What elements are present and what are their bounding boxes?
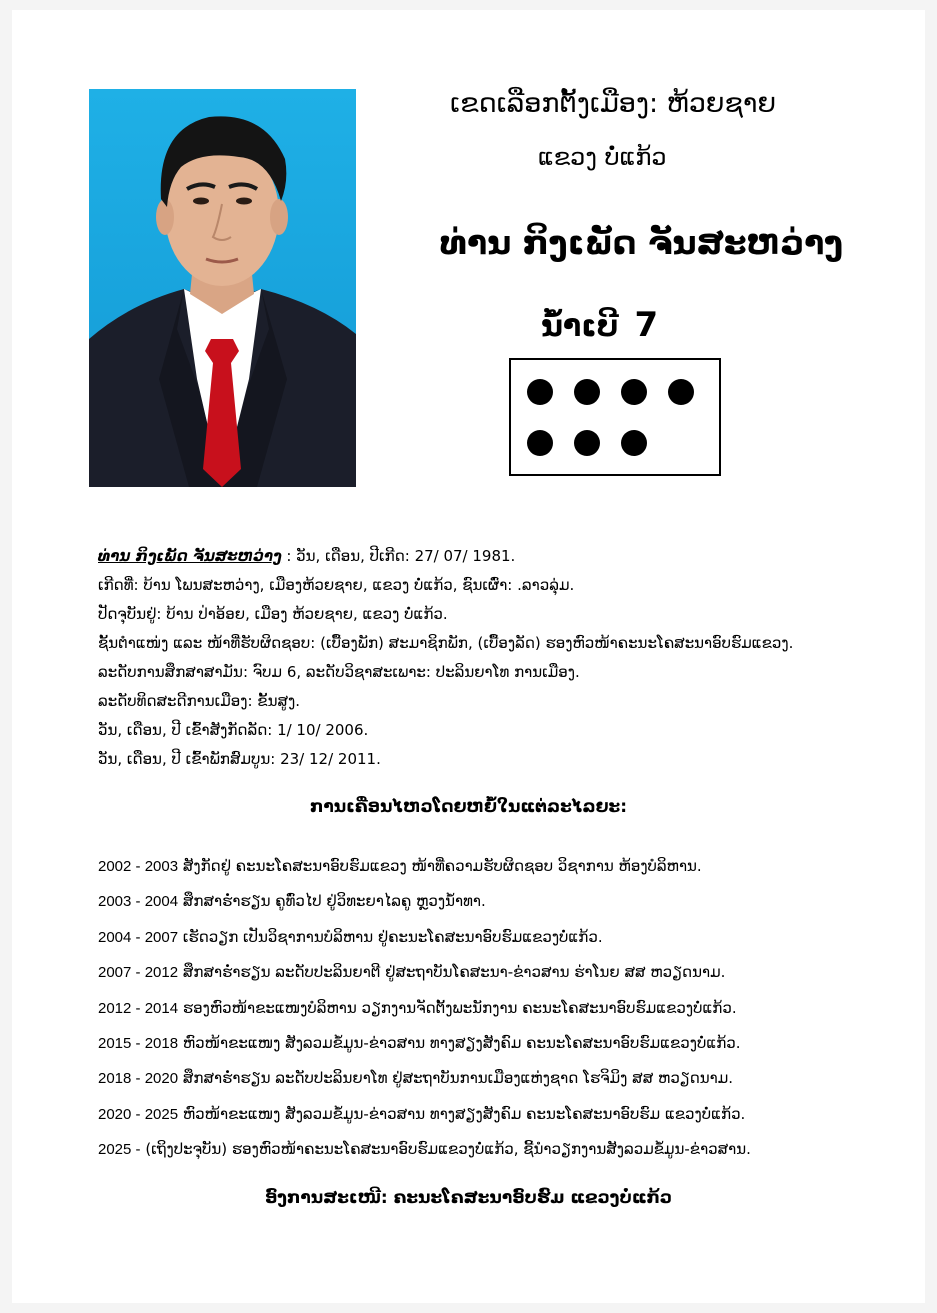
proposing-organization: ອົງການສະເໜີ: ຄະນະໂຄສະນາອົບຮົມ ແຂວງບໍ່ແກ້ວ <box>264 1188 672 1208</box>
bio-line: ປັດຈຸບັນຢູ່: ບ້ານ ປ່າອ້ອຍ, ເມືອງ ຫ້ວຍຊາຍ, ແຂວງ ບໍ່ແກ້ວ. <box>98 605 448 623</box>
career-item <box>98 884 908 919</box>
bio-line: ລະດັບການສຶກສາສາມັນ: ຈົບມ 6, ລະດັບວິຊາສະເພາະ: ປະລິນຍາໂທ ການເມືອງ. <box>98 663 580 681</box>
career-years: 2007 - 2012 <box>98 964 179 982</box>
career-item <box>98 849 908 884</box>
number-dot <box>574 430 600 456</box>
career-years: 2002 - 2003 <box>98 858 179 875</box>
bio-line-dob <box>98 542 898 571</box>
number-dot <box>574 379 600 405</box>
career-text: ເຮັດວຽກ ເປັນວິຊາການບໍລິຫານ ຢູ່ຄະນະໂຄສະນາອົບຮົມແຂວງບໍ່ແກ້ວ. <box>178 927 603 946</box>
career-item <box>98 1132 908 1167</box>
bio-line: ວັນ, ເດືອນ, ປີ ເຂົ້າພັກສົມບູນ: 23/ 12/ 2011. <box>98 750 381 768</box>
bio-line: ຊັ້ນຕໍາແໜ່ງ ແລະ ໜ້າທີ່ຮັບຜິດຊອບ: (ເບື້ອງພັກ) ສະມາຊິກພັກ, (ເບື້ອງລັດ) ຮອງຫົວໜ້າຄະນະໂຄສະນາອົບຮົມແຂວງ. <box>98 634 794 652</box>
career-item <box>98 1097 908 1132</box>
career-years: 2004 - 2007 <box>98 928 179 946</box>
career-years: 2003 - 2004 <box>98 893 179 911</box>
career-title: ການເຄື່ອນໄຫວໂດຍຫຍໍ້ໃນແຕ່ລະໄລຍະ: <box>309 797 628 817</box>
bio-line: ວັນ, ເດືອນ, ປີ ເຂົ້າສັງກັດລັດ: 1/ 10/ 2006. <box>98 721 369 739</box>
career-item <box>98 955 908 990</box>
election-district: ເຂດເລືອກຕັ້ງເມືອງ: ຫ້ວຍຊາຍ <box>450 88 777 119</box>
bio-line: ລະດັບທິດສະດີການເມືອງ: ຂັ້ນສູງ. <box>98 692 300 710</box>
career-item <box>98 991 908 1026</box>
bio-line: ເກີດທີ່: ບ້ານ ໂພນສະຫວ່າງ, ເມືອງຫ້ວຍຊາຍ, ແຂວງ ບໍ່ແກ້ວ, ຊົນເຜົ່າ: .ລາວລຸ່ມ. <box>98 576 575 594</box>
bio-name: ທ່ານ ກິງເພັດ ຈັນສະຫວ່າງ <box>98 547 282 565</box>
career-years: 2012 - 2014 <box>98 999 179 1017</box>
number-label: ນໍ້າເບີ <box>541 309 619 344</box>
career-years: 2025 - <box>98 1141 141 1159</box>
biography <box>98 542 898 774</box>
career-text: ສຶກສາຮໍ່າຮຽນ ລະດັບປະລິນຍາຕີ ຢູ່ສະຖາບັນໂຄສະນາ-ຂ່າວສານ ຮ່າໂນຍ ສສ ຫວຽດນາມ. <box>178 963 726 982</box>
bio-dob: : ວັນ, ເດືອນ, ປີເກີດ: 27/ 07/ 1981. <box>281 547 516 565</box>
number-dot <box>527 379 553 405</box>
number-dot <box>527 430 553 456</box>
career-years: 2015 - 2018 <box>98 1034 179 1052</box>
career-years: 2018 - 2020 <box>98 1070 179 1088</box>
candidate-name: ທ່ານ ກິງເພັດ ຈັນສະຫວ່າງ <box>440 223 843 262</box>
career-list <box>98 849 908 1168</box>
candidate-photo <box>89 89 356 487</box>
career-text: ຫົວໜ້າຂະແໜງ ສັງລວມຂໍ້ມູນ-ຂ່າວສານ ທາງສຽງສັງຄົມ ຄະນະໂຄສະນາອົບຮົມ ແຂວງບໍ່ແກ້ວ. <box>178 1104 746 1123</box>
career-text: ສຶກສາຮໍ່າຮຽນ ຄູທົ່ວໄປ ຢູ່ວິທະຍາໄລຄູ ຫຼວງນໍ້າທາ. <box>178 892 486 911</box>
career-text: ສັງກັດຢູ່ ຄະນະໂຄສະນາອົບຮົມແຂວງ ໜ້າທີ່ຄວາມຮັບຜິດຊອບ ວິຊາການ ຫ້ອງບໍລິຫານ. <box>178 857 702 875</box>
career-item <box>98 920 908 955</box>
number-dot <box>621 379 647 405</box>
number-dot <box>621 430 647 456</box>
number-dot-box <box>509 358 721 476</box>
career-text: ສຶກສາຮໍ່າຮຽນ ລະດັບປະລິນຍາໂທ ຢູ່ສະຖາບັນການເມືອງແຫ່ງຊາດ ໂຮຈິມິງ ສສ ຫວຽດນາມ. <box>178 1069 734 1088</box>
career-text: ຮອງຫົວໜ້າຂະແໜງບໍລິຫານ ວຽກງານຈັດຕັ້ງພະນັກງານ ຄະນະໂຄສະນາອົບຮົມແຂວງບໍ່ແກ້ວ. <box>178 998 737 1017</box>
candidate-number <box>541 305 658 345</box>
number-value: 7 <box>634 305 659 345</box>
career-item <box>98 1026 908 1061</box>
career-years: 2020 - 2025 <box>98 1105 179 1123</box>
number-dot <box>668 379 694 405</box>
career-text: ຫົວໜ້າຂະແໜງ ສັງລວມຂໍ້ມູນ-ຂ່າວສານ ທາງສຽງສັງຄົມ ຄະນະໂຄສະນາອົບຮົມແຂວງບໍ່ແກ້ວ. <box>178 1033 741 1052</box>
career-item <box>98 1061 908 1096</box>
province: ແຂວງ ບໍ່ແກ້ວ <box>538 143 667 171</box>
career-text: (ເຖິງປະຈຸບັນ) ຮອງຫົວໜ້າຄະນະໂຄສະນາອົບຮົມແຂວງບໍ່ແກ້ວ, ຊີ້ນໍາວຽກງານສັງລວມຂໍ້ມູນ-ຂ່າວສານ. <box>140 1140 751 1159</box>
